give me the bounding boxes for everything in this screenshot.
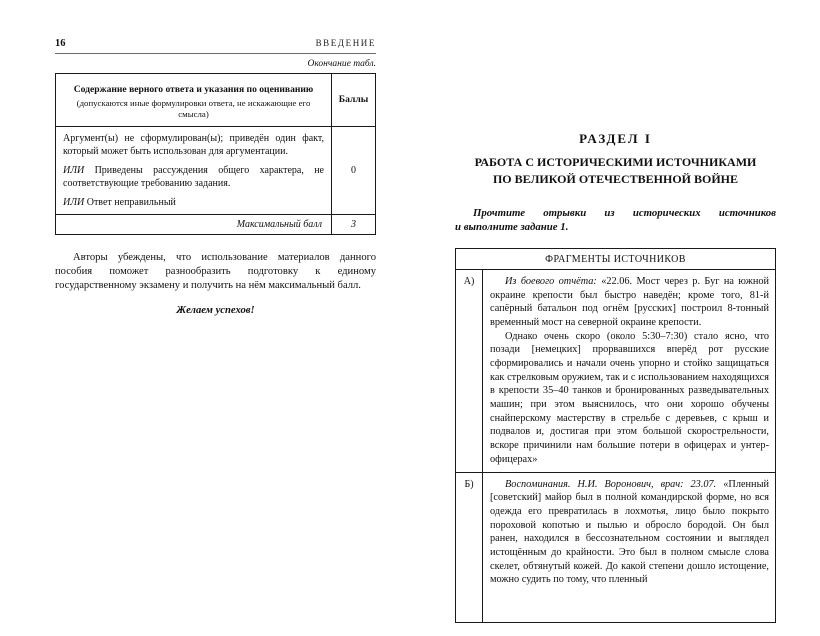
right-page: [455, 131, 776, 623]
scoring-table-body-row: [56, 126, 376, 214]
criteria-part-2: [63, 164, 324, 190]
criteria-subtitle: (допускаются иные формулировки ответа, не искажающие его смысла): [76, 98, 311, 119]
section-label: РАЗДЕЛ I: [579, 131, 652, 146]
max-score-label: Максимальный балл: [56, 214, 332, 234]
running-title: ВВЕДЕНИЕ: [315, 38, 376, 48]
max-score-value: 3: [332, 214, 376, 234]
table-continuation-note: Окончание табл.: [307, 59, 376, 69]
task-instruction-line-1: Прочтите отрывки из исторических источников: [473, 206, 776, 219]
criteria-part-3-prefix: ИЛИ: [63, 196, 85, 208]
fragment-a-paragraph-2-text: Однако очень скоро (около 5:30–7:30) стало ясно, что позади [немецких] прорвавшихся вперёд рот русские сформировались и начали очень упорно и стойко защищаться как стрелковым оружием, так и с использованием находящихся в крепости 35–40 танков и бронированных разведывательных машин; при этом выяснилось, что они хорошо обучены снайперскому мастерству в стрельбе с деревьев, с крыш и подвалов и, достигая при этом большой скорострельности, вскоре причинили нам большие потери в офицерах и унтер-офицерах»: [490, 330, 769, 465]
left-page: [55, 38, 376, 316]
fragment-label-a: А): [456, 269, 483, 472]
fragment-b-paragraph-1-text: «Пленный [советский] майор был в полной командирской форме, но вся одежда его превратилась в лохмотья, лицо было покрыто пороховой копотью и пылью и обросло бородой. Он был ранен, находился в бессознательном состоянии и выглядел истощённым до крайности. Это был в полном смысле слова скелет, обтянутый кожей. До какой степени дошло истощение, можно судить по тому, что пленный: [490, 478, 769, 586]
score-value-cell: 0: [332, 126, 376, 214]
criteria-title: Содержание верного ответа и указания по оцениванию: [73, 84, 314, 95]
fragment-a-lead: Из боевого отчёта:: [505, 275, 597, 287]
page-number: 16: [55, 38, 66, 49]
scoring-table-header-row: [56, 74, 376, 127]
criteria-part-1-text: Аргумент(ы) не сформулирован(ы); приведён один факт, который может быть использован для аргументации.: [63, 132, 324, 157]
fragment-text-b: [483, 472, 776, 622]
fragment-row-b: [456, 472, 776, 622]
fragment-label-b: Б): [456, 472, 483, 622]
fragments-header: ФРАГМЕНТЫ ИСТОЧНИКОВ: [456, 248, 776, 269]
criteria-part-2-prefix: ИЛИ: [63, 164, 85, 176]
criteria-part-3: [63, 196, 324, 209]
scoring-table-footer-row: [56, 214, 376, 234]
section-title: [455, 154, 776, 189]
task-instruction: [455, 206, 776, 235]
fragments-header-row: [456, 248, 776, 269]
authors-paragraph: Авторы убеждены, что использование материалов данного пособия поможет разнообразить подготовку к единому государственному экзамену и получить на нём максимальный балл.: [55, 251, 376, 291]
section-title-line-2: ПО ВЕЛИКОЙ ОТЕЧЕСТВЕННОЙ ВОЙНЕ: [492, 172, 739, 187]
criteria-part-2-text: Приведены рассуждения общего характера, не соответствующие требованию задания.: [63, 164, 324, 189]
fragments-box: [455, 248, 776, 623]
criteria-header-cell: [56, 74, 332, 127]
criteria-cell: [56, 126, 332, 214]
closing-wish: Желаем успехов!: [176, 305, 255, 317]
fragment-a-paragraph-1: [490, 275, 769, 330]
fragment-b-lead: Воспоминания. Н.И. Воронович, врач: 23.07.: [505, 478, 717, 490]
fragment-b-paragraph-1: [490, 478, 769, 588]
fragment-a-paragraph-2: [490, 330, 769, 467]
fragment-row-a: [456, 269, 776, 472]
scoring-table: [55, 73, 376, 235]
running-head: [55, 38, 376, 54]
criteria-part-1: [63, 132, 324, 158]
score-column-header: Баллы: [332, 74, 376, 127]
criteria-part-3-text: Ответ неправильный: [86, 196, 176, 208]
section-title-line-1: РАБОТА С ИСТОРИЧЕСКИМИ ИСТОЧНИКАМИ: [474, 155, 757, 169]
fragment-text-a: [483, 269, 776, 472]
fragment-a-paragraph-1-text: «22.06. Мост через р. Буг на южной окраине крепости был быстро наведён; кроме того, 81-й сапёрный батальон под огнём [русских] построил 8-тонный временный мост на северной окраине крепости.: [490, 275, 770, 328]
task-instruction-line-2: и выполните задание 1.: [455, 221, 569, 234]
